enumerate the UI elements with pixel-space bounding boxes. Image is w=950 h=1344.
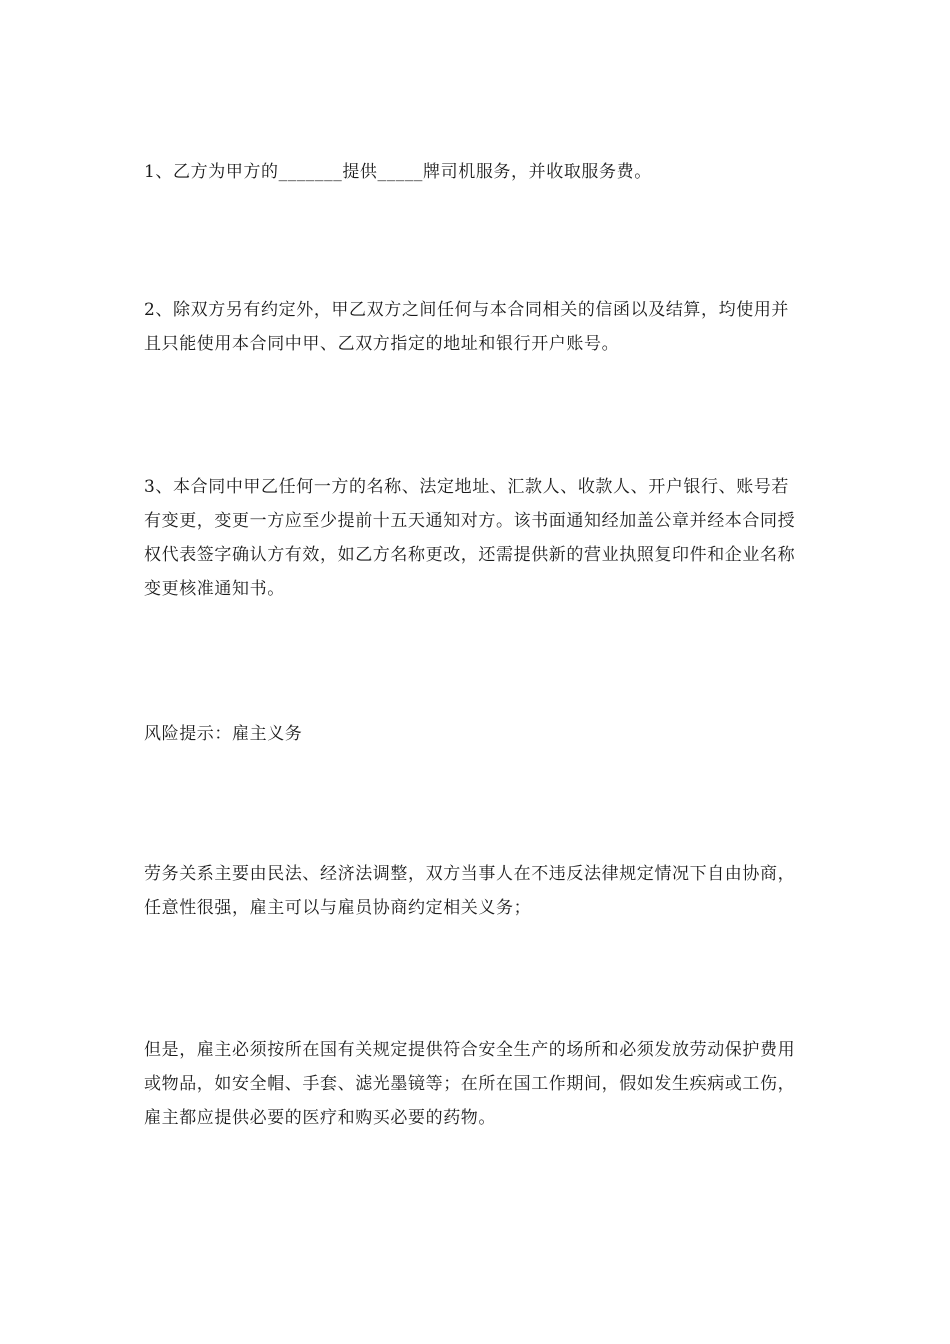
clause-3-paragraph: 3、本合同中甲乙任何一方的名称、法定地址、汇款人、收款人、开户银行、账号若有变更，变更一方应至少提前十五天通知对方。该书面通知经加盖公章并经本合同授权代表签字确认方有效，如乙方名称更改，还需提供新的营业执照复印件和企业名称变更核准通知书。 <box>144 477 796 599</box>
labor-relation-paragraph: 劳务关系主要由民法、经济法调整，双方当事人在不违反法律规定情况下自由协商，任意性很强，雇主可以与雇员协商约定相关义务； <box>144 864 796 918</box>
clause-1-paragraph: 1、乙方为甲方的_______提供_____牌司机服务，并收取服务费。 <box>144 162 652 182</box>
employer-obligation-paragraph: 但是，雇主必须按所在国有关规定提供符合安全生产的场所和必须发放劳动保护费用或物品，如安全帽、手套、滤光墨镜等；在所在国工作期间，假如发生疾病或工伤，雇主都应提供必要的医疗和购买必要的药物。 <box>144 1040 796 1128</box>
risk-notice-heading: 风险提示：雇主义务 <box>144 724 303 744</box>
clause-2-paragraph: 2、除双方另有约定外，甲乙双方之间任何与本合同相关的信函以及结算，均使用并且只能使用本合同中甲、乙双方指定的地址和银行开户账号。 <box>144 300 790 354</box>
